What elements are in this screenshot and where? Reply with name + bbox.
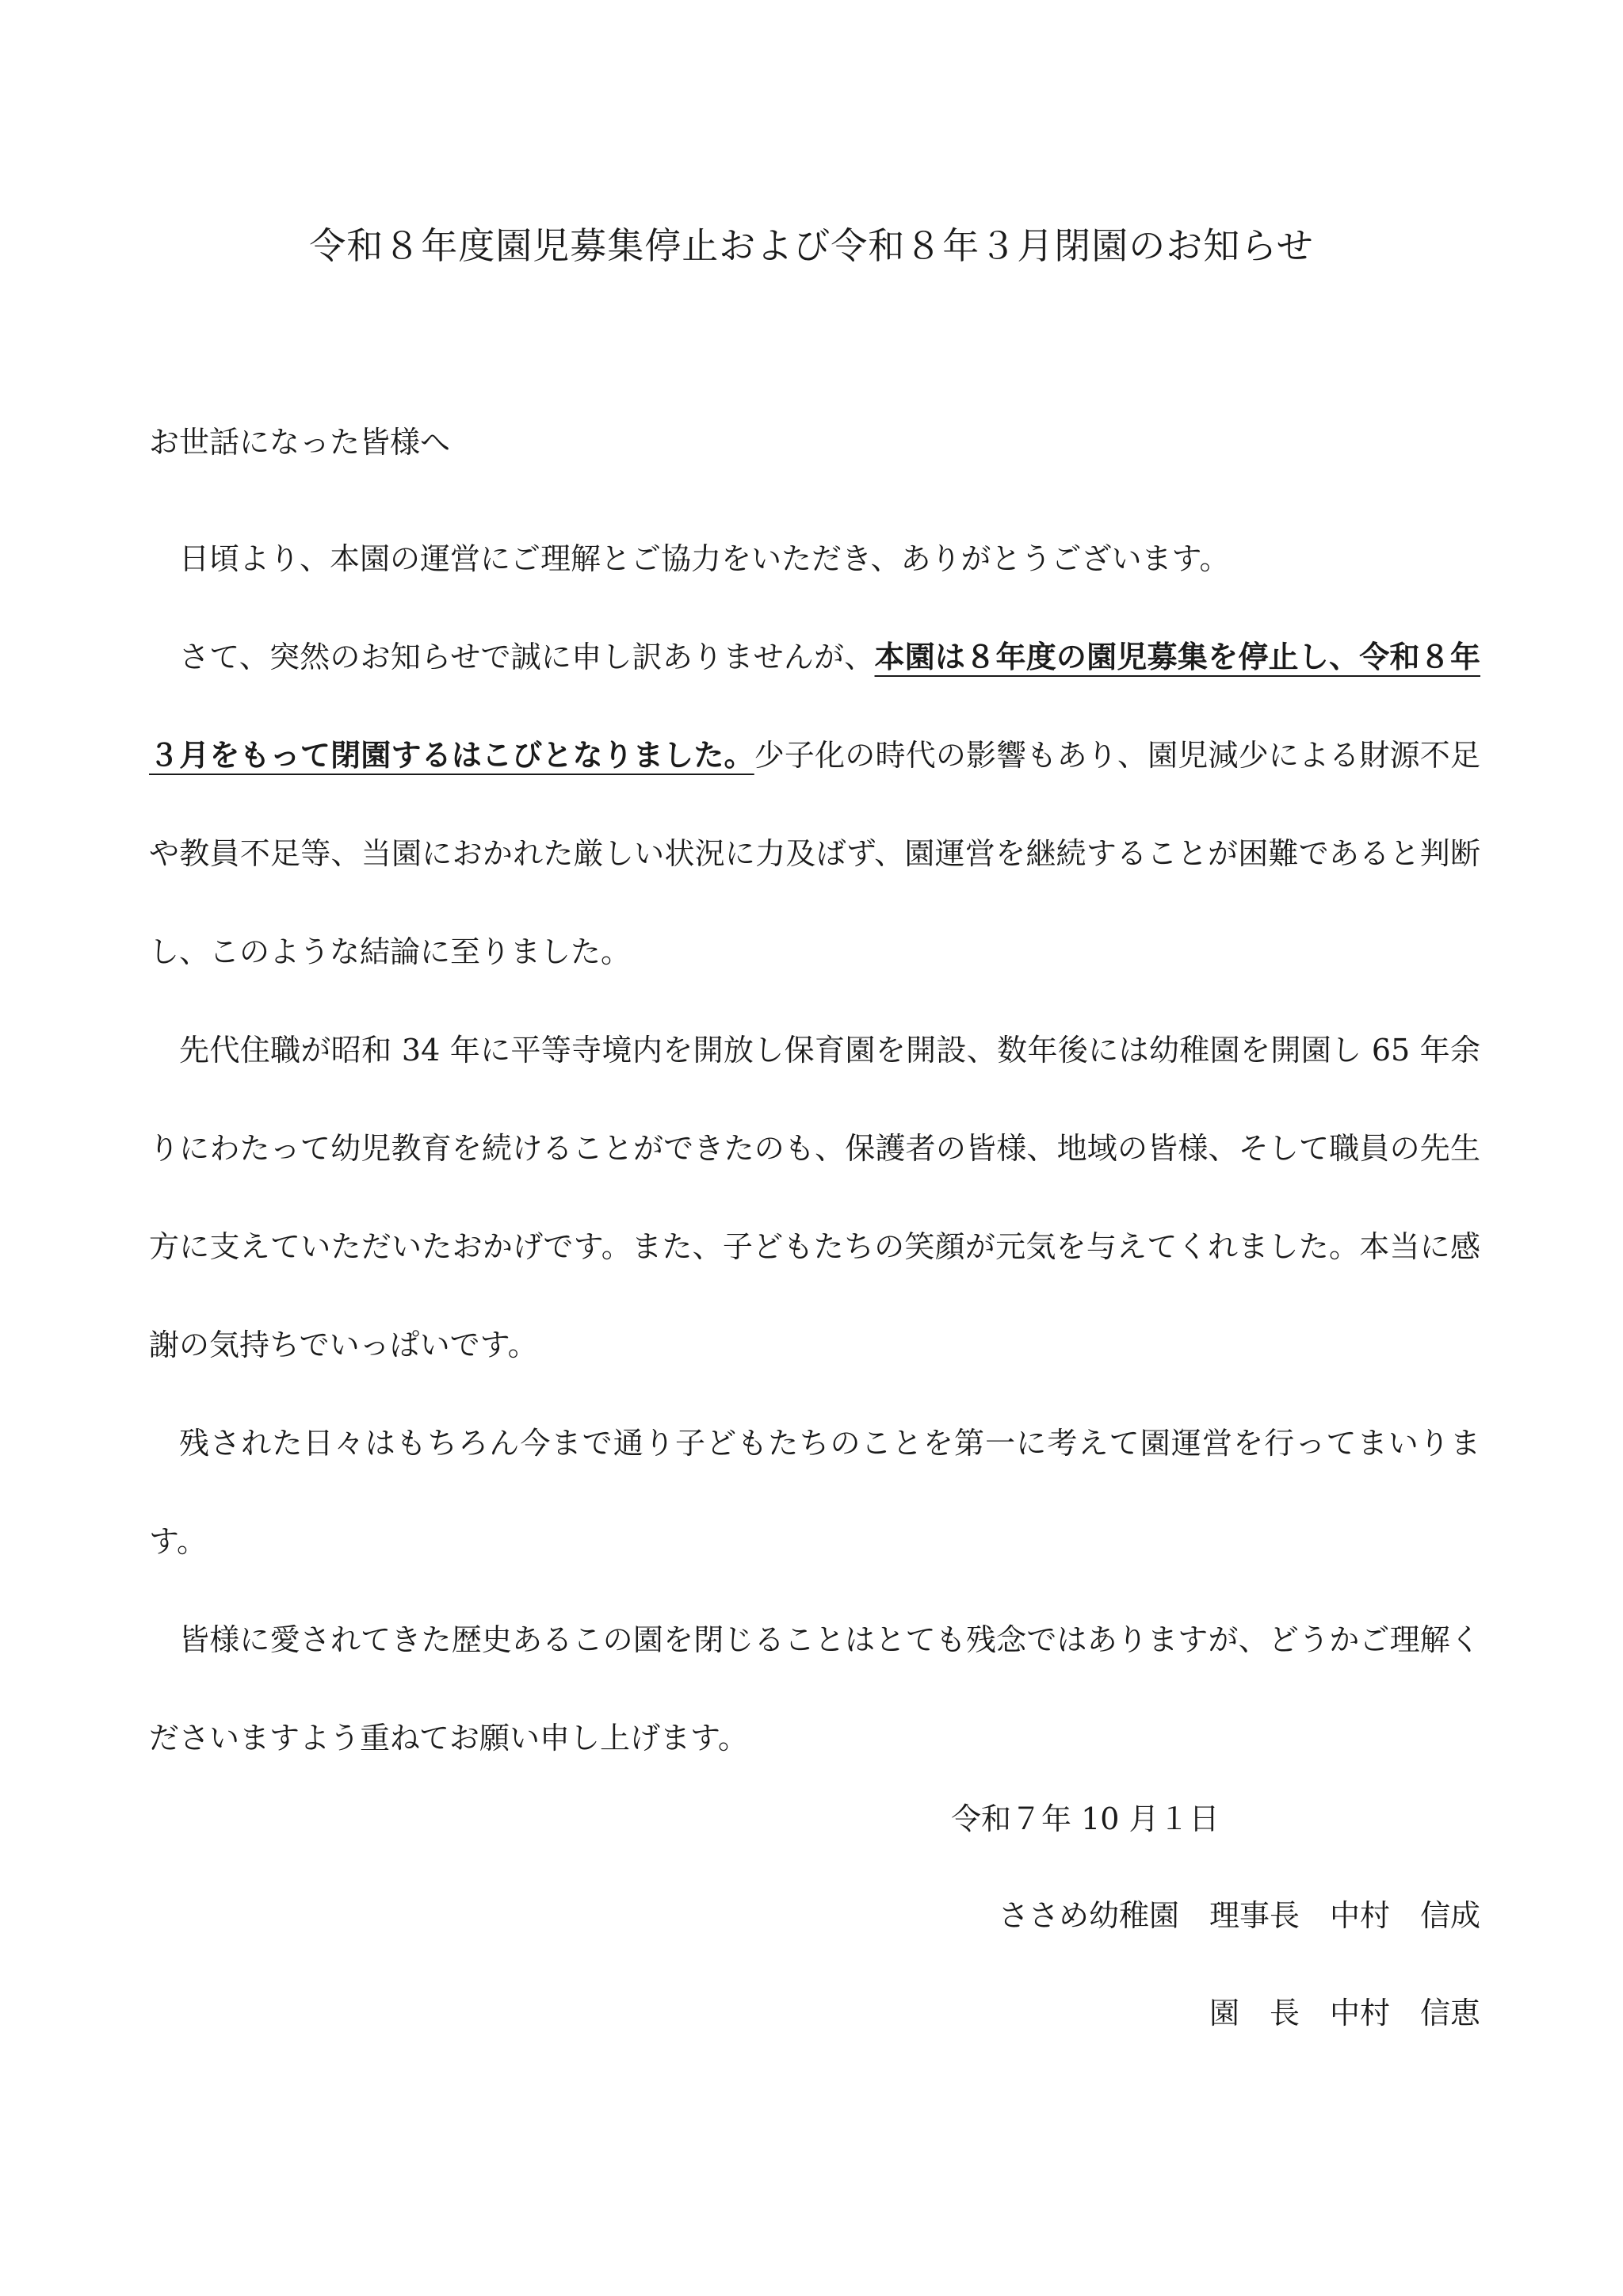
paragraph-history: 先代住職が昭和 34 年に平等寺境内を開放し保育園を開設、数年後には幼稚園を開園し 65 年余りにわたって幼児教育を続けることができたのも、保護者の皆様、地域の皆様、そして職員の先生方に支えていただいたおかげです。また、子どもたちの笑顔が元気を与えてくれました。本当に感謝の気持ちでいっぱいです。 <box>149 1033 1480 1362</box>
closure-intro-text: さて、突然のお知らせで誠に申し訳ありませんが、 <box>179 640 875 674</box>
paragraph-closing-request: 皆様に愛されてきた歴史あるこの園を閉じることはとても残念ではありますが、どうかご理解くださいますよう重ねてお願い申し上げます。 <box>149 1622 1480 1755</box>
salutation: お世話になった皆様へ <box>149 425 451 460</box>
closure-reason-text: 少子化の時代の影響もあり、園児減少による財源不足や教員不足等、当園におかれた厳しい状況に力及ばず、園運営を継続することが困難であると判断し、このような結論に至りました。 <box>149 738 1480 969</box>
signature-chairman: ささめ幼稚園 理事長 中村 信成 <box>998 1898 1480 1933</box>
closure-emphasis-text: 本園は８年度の園児募集を停止し、令和８年３月をもって閉園するはこびとなりました。 <box>149 639 1480 773</box>
signature-principal: 園 長 中村 信恵 <box>1209 1996 1480 2030</box>
paragraph-greeting: 日頃より、本園の運営にご理解とご協力をいただき、ありがとうございます。 <box>179 541 1230 576</box>
paragraph-remaining-days: 残された日々はもちろん今まで通り子どもたちのことを第一に考えて園運営を行ってまいります。 <box>149 1426 1480 1559</box>
document-title: 令和８年度園児募集停止および令和８年３月閉園のお知らせ <box>309 224 1314 267</box>
issue-date: 令和７年 10 月１日 <box>951 1801 1220 1836</box>
letter-body <box>149 510 1480 1787</box>
paragraph-closure-announcement <box>149 608 1480 1001</box>
